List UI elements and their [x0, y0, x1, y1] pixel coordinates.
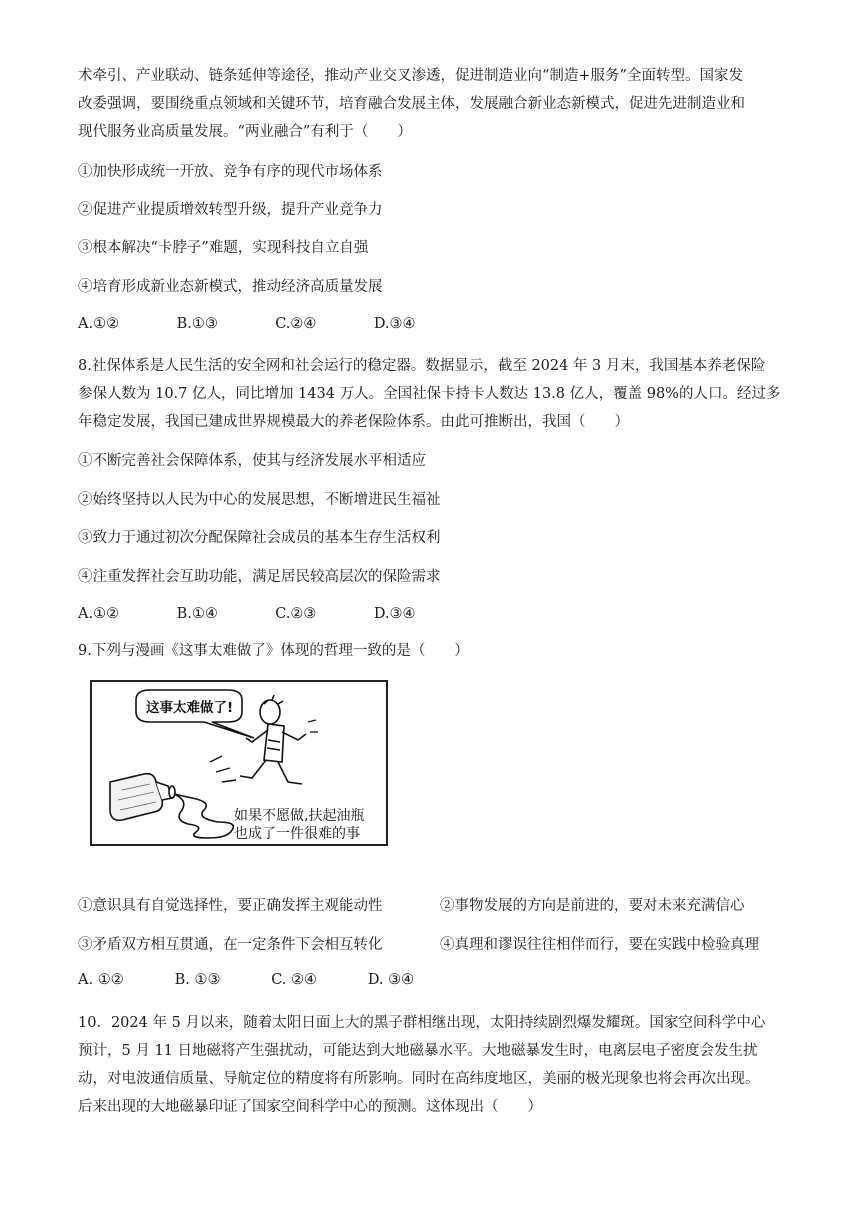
- cartoon-caption-line-2: 也成了一件很难的事: [234, 826, 360, 842]
- q7-item-1: ①加快形成统一开放、竞争有序的现代市场体系: [78, 164, 383, 180]
- q9-option-b[interactable]: B. ①③: [174, 972, 221, 988]
- q8-item-3: ③致力于通过初次分配保障社会成员的基本生存生活权利: [78, 530, 441, 546]
- q9-options: [78, 972, 460, 988]
- q8-item-2: ②始终坚持以人民为中心的发展思想，不断增进民生福祉: [78, 492, 441, 508]
- q9-option-c[interactable]: C. ②④: [271, 972, 318, 988]
- q8-option-c[interactable]: C.②③: [275, 606, 317, 622]
- q9-option-a[interactable]: A. ①②: [78, 972, 124, 988]
- q7-options: [78, 316, 468, 332]
- q8-stem-line-1: 8.社保体系是人民生活的安全网和社会运行的稳定器。数据显示，截至 2024 年 3 月末，我国基本养老保险: [78, 358, 766, 374]
- q8-option-b[interactable]: B.①④: [176, 606, 218, 622]
- q9-stem: 9.下列与漫画《这事太难做了》体现的哲理一致的是（ ）: [78, 643, 469, 659]
- cartoon-caption-line-1: 如果不愿做,扶起油瓶: [234, 808, 365, 824]
- q10-stem-line-4: 后来出现的大地磁暴印证了国家空间科学中心的预测。这体现出（ ）: [78, 1099, 542, 1115]
- q7-item-2: ②促进产业提质增效转型升级，提升产业竞争力: [78, 202, 383, 218]
- q7-option-c[interactable]: C.②④: [275, 316, 317, 332]
- q9-item-1: ①意识具有自觉选择性，要正确发挥主观能动性: [78, 898, 383, 914]
- q7-option-b[interactable]: B.①③: [176, 316, 218, 332]
- q7-option-a[interactable]: A.①②: [78, 316, 120, 332]
- oil-puddle: [174, 794, 233, 838]
- q8-item-1: ①不断完善社会保障体系，使其与经济发展水平相适应: [78, 453, 426, 469]
- q7-item-3: ③根本解决“卡脖子”难题，实现科技自立自强: [78, 240, 369, 256]
- q8-stem-line-2: 参保人数为 10.7 亿人，同比增加 1434 万人。全国社保卡持卡人数达 13.8 亿人，覆盖 98%的人口。经过多: [78, 386, 781, 402]
- q9-item-2: ②事物发展的方向是前进的，要对未来充满信心: [440, 898, 745, 914]
- q9-item-3: ③矛盾双方相互贯通，在一定条件下会相互转化: [78, 937, 383, 953]
- q8-option-d[interactable]: D.③④: [373, 606, 416, 622]
- cartoon-image: [90, 680, 388, 846]
- q7-stem-line-1: 术牵引、产业联动、链条延伸等途径，推动产业交叉渗透，促进制造业向“制造+服务”全面转型。国家发: [78, 68, 743, 84]
- q7-stem-line-2: 改委强调，要围绕重点领域和关键环节，培育融合发展主体，发展融合新业态新模式，促进先进制造业和: [78, 96, 745, 112]
- q8-options: [78, 606, 468, 622]
- q8-stem-line-3: 年稳定发展，我国已建成世界规模最大的养老保险体系。由此可推断出，我国（ ）: [78, 414, 629, 430]
- q10-stem-line-2: 预计，5 月 11 日地磁将产生强扰动，可能达到大地磁暴水平。大地磁暴发生时，电离层电子密度会发生扰: [78, 1043, 758, 1059]
- q7-item-4: ④培育形成新业态新模式，推动经济高质量发展: [78, 279, 383, 295]
- q10-stem-line-1: 10．2024 年 5 月以来，随着太阳日面上大的黑子群相继出现，太阳持续剧烈爆发耀斑。国家空间科学中心: [78, 1015, 766, 1031]
- q9-item-4: ④真理和谬误往往相伴而行，要在实践中检验真理: [440, 937, 759, 953]
- bubble-text: 这事太难做了!: [146, 700, 234, 716]
- q7-option-d[interactable]: D.③④: [373, 316, 416, 332]
- q9-option-d[interactable]: D. ③④: [367, 972, 415, 988]
- oil-bottle: [110, 774, 175, 821]
- q8-option-a[interactable]: A.①②: [78, 606, 120, 622]
- q8-item-4: ④注重发挥社会互助功能，满足居民较高层次的保险需求: [78, 569, 441, 585]
- q7-stem-line-3: 现代服务业高质量发展。“两业融合”有利于（ ）: [78, 124, 412, 140]
- q10-stem-line-3: 动，对电波通信质量、导航定位的精度将有所影响。同时在高纬度地区，美丽的极光现象也将会再次出现。: [78, 1071, 760, 1087]
